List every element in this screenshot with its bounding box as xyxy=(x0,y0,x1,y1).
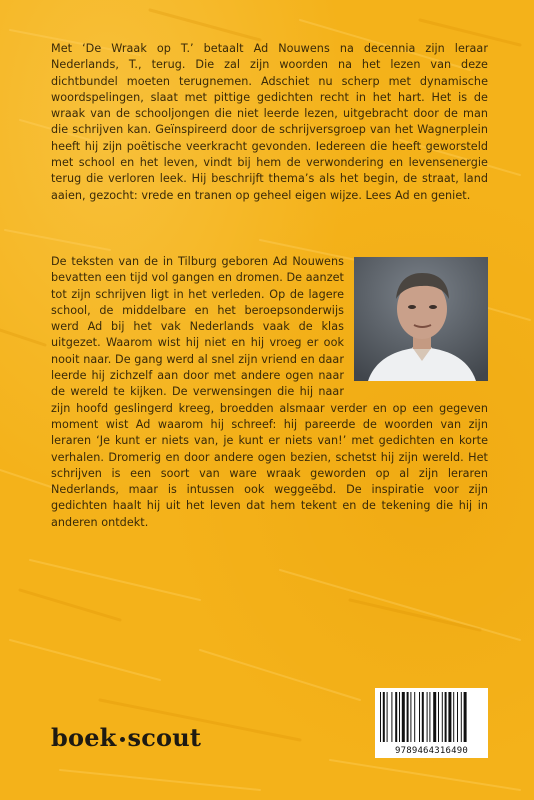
barcode-bar xyxy=(461,692,462,742)
isbn-barcode xyxy=(375,688,488,758)
barcode-bar xyxy=(464,692,467,742)
logo-dot xyxy=(120,737,125,742)
author-bio-text: De teksten van de in Tilburg geboren Ad Nouwens bevatten een tijd vol gangen en dromen. De aanzet tot zijn schrijven ligt in het verleden. Op de lagere school, de middelbare en het beroepsonderwijs werd Ad bij het vak Nederlands vaak de klas uitgezet. Waarom wist hij niet en hij vroeg er ook nooit naar. De gang werd al snel zijn vriend en daar leerde hij zichzelf aan door met andere ogen naar de wereld te kijken. De verwensingen die hij naar zijn hoofd geslingerd kreeg, broedden alsmaar verder en op een gegeven moment wist Ad waarom hij schreef: hij pareerde de woorden van zijn leraren ‘Je kunt er niets van, je kunt er niets van!’ met gedichten en korte verhalen. Dromerig en door andere ogen bezien, schetst hij zijn wereld. Het schrijven is een soort van ware wraak geworden op al zijn leraren Nederlands, maar is intussen ook weggeëbd. De inspiratie voor zijn gedichten haalt hij uit het leven dat hem tekent en de tekening die hij in anderen ontdekt. xyxy=(51,255,488,529)
barcode-bar xyxy=(445,692,447,742)
logo-right: scout xyxy=(127,723,202,752)
barcode-bar xyxy=(438,692,439,742)
barcode-bar xyxy=(391,692,392,742)
barcode-bars xyxy=(379,692,484,742)
author-photo xyxy=(354,257,488,381)
barcode-bar xyxy=(383,692,385,742)
barcode-bar xyxy=(433,692,436,742)
barcode-bar xyxy=(395,692,397,742)
barcode-bar xyxy=(399,692,400,742)
barcode-bar xyxy=(407,692,409,742)
logo-left: boek xyxy=(51,723,117,752)
barcode-bar xyxy=(414,692,415,742)
barcode-bar xyxy=(402,692,405,742)
author-bio xyxy=(51,254,488,531)
barcode-bar xyxy=(457,692,458,742)
barcode-bar xyxy=(427,692,428,742)
book-blurb: Met ‘De Wraak op T.’ betaalt Ad Nouwens na decennia zijn leraar Nederlands, T., terug. Die zal zijn woorden na het lezen van deze dichtbundel moeten terugnemen. Adschiet nu scherp met dynamische woordspelingen, slaat met pittige gedichten recht in het hart. Het is de wraak van de schooljongen die niet leerde lezen, uitgebracht door de man die schrijven kan. Geïnspireerd door de schrijversgroep van het Wagnerplein heeft hij zijn poëtische veerkracht gevonden. Iedereen die heeft geworsteld met school en het leven, vindt bij hem de verwondering en levensenergie terug die verloren leek. Hij beschrijft thema’s als het begin, de straat, land aaien, gezocht: vrede en tranen op geheel eigen wijze. Lees Ad en geniet. xyxy=(51,42,488,202)
barcode-bar xyxy=(419,692,420,742)
barcode-bar xyxy=(380,692,381,742)
barcode-bar xyxy=(422,692,424,742)
isbn-digits: 9789464316490 xyxy=(394,746,469,756)
barcode-bar xyxy=(453,692,454,742)
barcode-bar xyxy=(448,692,451,742)
barcode-bar xyxy=(442,692,443,742)
publisher-logo[interactable] xyxy=(51,723,201,752)
barcode-bar xyxy=(429,692,430,742)
barcode-bar xyxy=(410,692,411,742)
barcode-bar xyxy=(387,692,388,742)
